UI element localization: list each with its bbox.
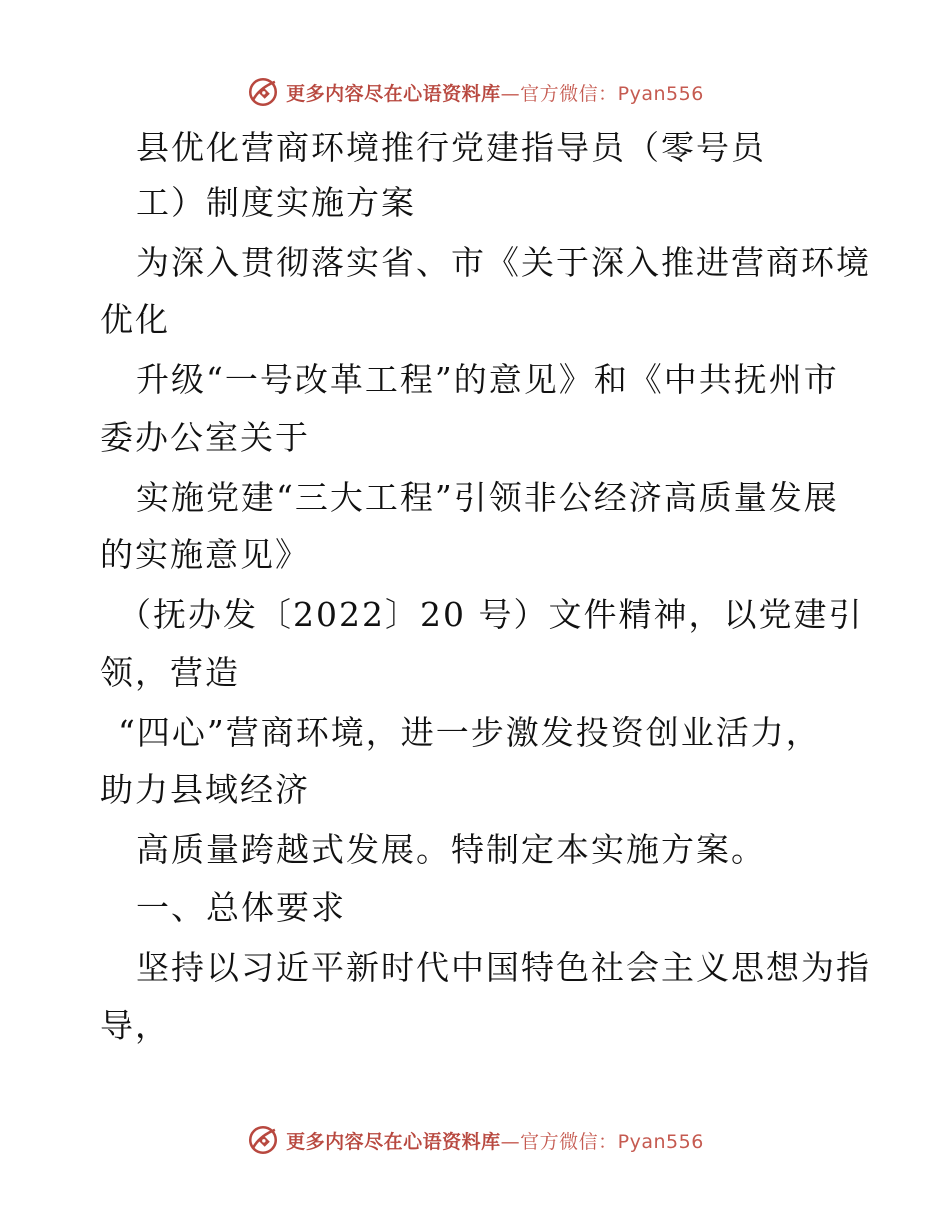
watermark-text (286, 1127, 704, 1154)
doc-paragraph-line: 坚持以习近平新时代中国特色社会主义思想为指 (136, 948, 871, 987)
watermark-dash: — (500, 1130, 521, 1153)
doc-paragraph-line: 领，营造 (100, 653, 240, 692)
pen-nib-swirl-icon (246, 1123, 280, 1157)
doc-paragraph-line: 高质量跨越式发展。特制定本实施方案。 (136, 830, 766, 869)
doc-paragraph-line: “四心”营商环境，进一步激发投资创业活力， (118, 713, 821, 752)
doc-paragraph-line: 的实施意见》 (100, 535, 310, 574)
doc-title-line-2: 工）制度实施方案 (136, 183, 416, 222)
watermark-main-text: 更多内容尽在心语资料库 (286, 1130, 501, 1153)
doc-paragraph-line: 助力县域经济 (100, 770, 310, 809)
doc-title-line-1: 县优化营商环境推行党建指导员（零号员 (136, 128, 766, 167)
watermark-main-text: 更多内容尽在心语资料库 (286, 82, 501, 105)
watermark-dash: — (500, 82, 521, 105)
doc-paragraph-line: 委办公室关于 (100, 418, 310, 457)
pen-nib-swirl-icon (246, 75, 280, 109)
doc-paragraph-line: （抚办发〔2022〕20 号）文件精神，以党建引 (118, 595, 864, 634)
header-watermark (0, 72, 950, 112)
watermark-group (246, 75, 704, 109)
doc-paragraph-line: 升级“一号改革工程”的意见》和《中共抚州市 (136, 360, 839, 399)
footer-watermark (0, 1120, 950, 1160)
doc-paragraph-line: 实施党建“三大工程”引领非公经济高质量发展 (136, 478, 839, 517)
watermark-wechat-text: 官方微信：Pyan556 (520, 82, 704, 105)
watermark-text (286, 79, 704, 106)
watermark-group (246, 1123, 704, 1157)
doc-paragraph-line: 导， (100, 1006, 170, 1045)
watermark-wechat-text: 官方微信：Pyan556 (520, 1130, 704, 1153)
doc-paragraph-line: 为深入贯彻落实省、市《关于深入推进营商环境 (136, 243, 871, 282)
doc-paragraph-line: 优化 (100, 300, 170, 339)
doc-section-heading: 一、总体要求 (136, 888, 346, 927)
